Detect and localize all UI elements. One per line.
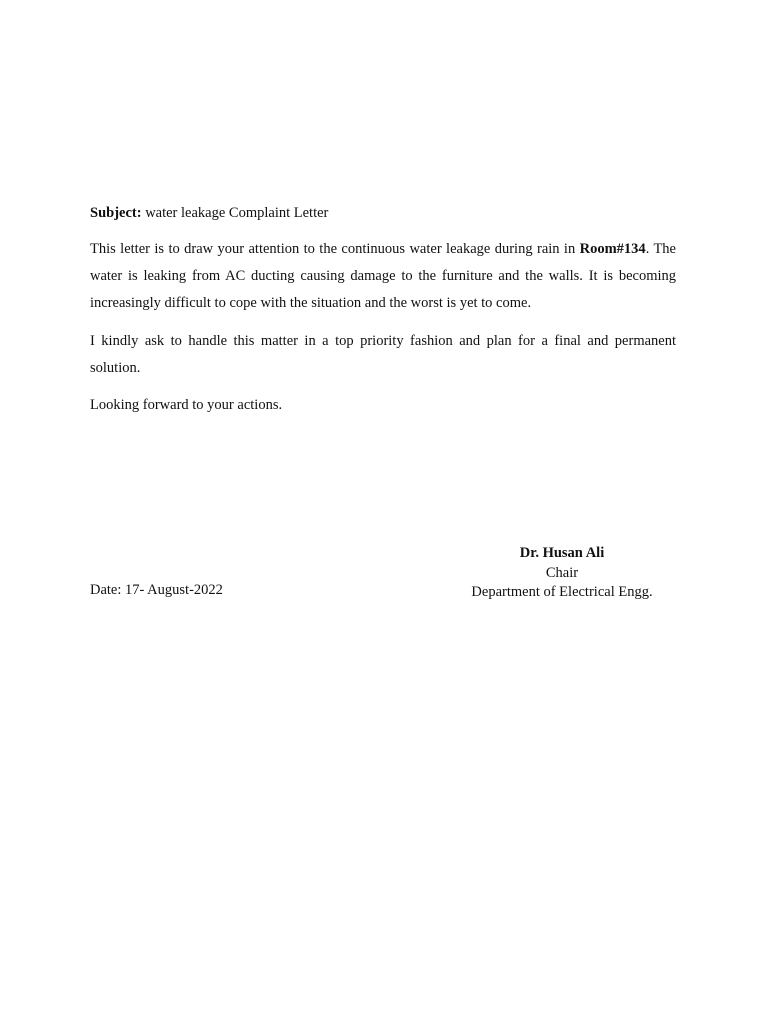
signatory-department: Department of Electrical Engg. xyxy=(471,584,653,600)
letter-date: Date: 17- August-2022 xyxy=(90,582,223,598)
signature-block xyxy=(452,544,672,603)
body-paragraph-1 xyxy=(90,236,676,317)
paragraph-1-rest: . The water is leaking from AC ducting causing damage to the furniture and the walls. It is becoming increasingly difficult to cope with the situation and the worst is yet to come. xyxy=(90,241,676,311)
room-number: Room#134 xyxy=(579,241,646,257)
body-paragraph-3: Looking forward to your actions. xyxy=(90,397,283,413)
paragraph-1-intro: This letter is to draw your attention to the continuous water leakage during rain in xyxy=(90,241,580,257)
signatory-title: Chair xyxy=(545,564,579,581)
body-paragraph-2: I kindly ask to handle this matter in a top priority fashion and plan for a final and permanent solution. xyxy=(90,333,676,376)
subject-label: Subject: xyxy=(90,205,142,221)
signatory-name: Dr. Husan Ali xyxy=(519,545,605,561)
subject-line xyxy=(90,203,328,223)
subject-text: water leakage Complaint Letter xyxy=(141,205,329,221)
